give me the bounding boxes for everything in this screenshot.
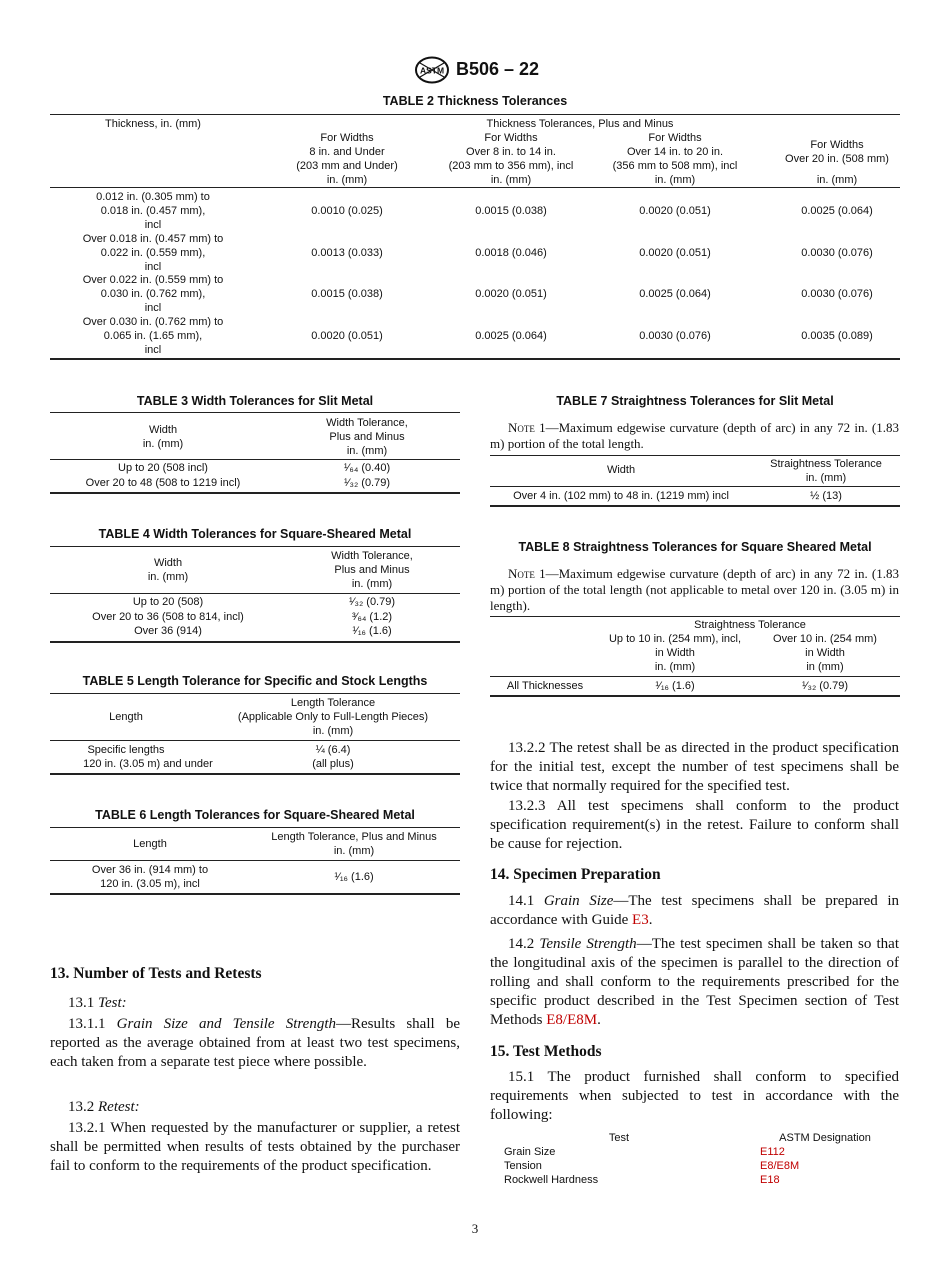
table-row: [50, 610, 460, 624]
paragraph-14-1: 14.1 Grain Size—The test specimens shall be prepared in accordance with Guide E3.: [490, 893, 899, 928]
table-row: [50, 863, 460, 891]
table2-col-header-3: For Widths Over 14 in. to 20 in. (356 mm to 508 mm), incl in. (mm): [612, 132, 738, 186]
table2-col-header-2: For Widths Over 8 in. to 14 in. (203 mm to 356 mm), incl in. (mm): [448, 132, 574, 186]
table6-cell: Over 36 in. (914 mm) to 120 in. (3.05 m), incl: [91, 864, 209, 890]
paragraph-13-2-1: 13.2.1 When requested by the manufacturer or supplier, a retest shall be permitted when results of tests obtained by the purchaser fail to conform to the requirements of the product specification.: [50, 1120, 460, 1174]
paragraph-13-1-1: 13.1.1 Grain Size and Tensile Strength—Results shall be reported as the average obtained from at least two test specimens, each taken from a separate test piece where possible.: [50, 1016, 460, 1070]
table-row: [490, 489, 900, 503]
table2-value: 0.0020 (0.051): [639, 205, 711, 217]
table5-cell: (all plus): [312, 758, 354, 770]
table2-value: 0.0025 (0.064): [801, 205, 873, 217]
table7-cell: Over 4 in. (102 mm) to 48 in. (1219 mm) incl: [513, 490, 729, 502]
table5-title: TABLE 5 Length Tolerance for Specific and Stock Lengths: [82, 674, 428, 688]
table-row: [50, 315, 900, 357]
table2-value: 0.0025 (0.064): [475, 330, 547, 342]
table-row: [50, 461, 460, 475]
svg-text:ASTM: ASTM: [419, 65, 445, 76]
table8-note: Note 1—Maximum edgewise curvature (depth of arc) in any 72 in. (1.83 m) portion of the total length (not applicable to metal over 120 in. (3.05 m) in length).: [490, 566, 899, 613]
table-row: [50, 273, 900, 315]
table2-title: TABLE 2 Thickness Tolerances: [382, 94, 568, 108]
test-name: Tension: [504, 1160, 542, 1172]
table2-row-label: 0.012 in. (0.305 mm) to 0.018 in. (0.457 mm), incl: [96, 191, 210, 231]
test-methods-header-designation: ASTM Designation: [779, 1132, 871, 1144]
page-header: [0, 56, 950, 84]
table5-header-tolerance: Length Tolerance (Applicable Only to Full-Length Pieces) in. (mm): [237, 697, 429, 737]
table8-cell: All Thicknesses: [506, 680, 584, 692]
table6-title: TABLE 6 Length Tolerances for Square-Sheared Metal: [95, 808, 415, 822]
table5-cell: ¼ (6.4): [315, 744, 351, 756]
page-number: 3: [471, 1221, 479, 1236]
table6-header-tolerance: Length Tolerance, Plus and Minus in. (mm): [271, 831, 437, 857]
table7-note: Note 1—Maximum edgewise curvature (depth of arc) in any 72 in. (1.83 m) portion of the total length.: [490, 420, 899, 451]
test-name: Rockwell Hardness: [504, 1174, 599, 1186]
paragraph-14-2: 14.2 Tensile Strength—The test specimen shall be taken so that the longitudinal axis of the specimen is parallel to the direction of rolling and shall conform to the requirements prescribed for the specific product described in the Test Specimen section of Test Methods E8/E8M.: [490, 936, 899, 1028]
table3-cell: ¹⁄₃₂ (0.79): [343, 477, 391, 489]
table3-header-tolerance: Width Tolerance, Plus and Minus in. (mm): [326, 417, 408, 457]
table8-header-span: Straightness Tolerance: [694, 619, 806, 631]
table2-value: 0.0015 (0.038): [475, 205, 547, 217]
table2-value: 0.0015 (0.038): [311, 288, 383, 300]
document-designation: B506 – 22: [456, 59, 540, 79]
table6-cell: ¹⁄₁₆ (1.6): [334, 871, 374, 883]
table6-header-length: Length: [133, 838, 167, 850]
table2-header-thickness: Thickness, in. (mm): [105, 118, 201, 130]
table7-title: TABLE 7 Straightness Tolerances for Slit Metal: [556, 394, 834, 408]
table2-value: 0.0025 (0.064): [639, 288, 711, 300]
table5-cell: Specific lengths: [87, 744, 165, 756]
table8-header-col1: Up to 10 in. (254 mm), incl, in Width in. (mm): [608, 633, 742, 673]
table-row: [490, 679, 900, 693]
test-methods-header-test: Test: [608, 1132, 630, 1144]
table2-row-label: Over 0.022 in. (0.559 mm) to 0.030 in. (0.762 mm), incl: [82, 274, 224, 314]
table3-header-width: Width in. (mm): [142, 424, 184, 450]
table8-title: TABLE 8 Straightness Tolerances for Square Sheared Metal: [518, 540, 872, 554]
paragraph-13-2: 13.2 Retest:: [68, 1099, 140, 1115]
table2-value: 0.0018 (0.046): [475, 247, 547, 259]
table2-header-span: Thickness Tolerances, Plus and Minus: [486, 118, 674, 130]
table3-cell: ¹⁄₆₄ (0.40): [343, 462, 391, 474]
table2-row-label: Over 0.030 in. (0.762 mm) to 0.065 in. (1.65 mm), incl: [82, 316, 224, 356]
table4-cell: ³⁄₆₄ (1.2): [351, 611, 393, 623]
paragraph-13-1: 13.1 Test:: [68, 995, 127, 1011]
table2-col-header-1: For Widths 8 in. and Under (203 mm and Under) in. (mm): [296, 132, 398, 186]
table4-cell: ¹⁄₁₆ (1.6): [352, 625, 392, 637]
table7-header-width: Width: [606, 464, 636, 476]
table2-value: 0.0010 (0.025): [311, 205, 383, 217]
table2-value: 0.0035 (0.089): [801, 330, 873, 342]
table-row: [50, 232, 900, 274]
table2-value: 0.0030 (0.076): [801, 247, 873, 259]
table2-value: 0.0020 (0.051): [475, 288, 547, 300]
table4-cell: ¹⁄₃₂ (0.79): [348, 596, 396, 608]
table3-title: TABLE 3 Width Tolerances for Slit Metal: [136, 394, 374, 408]
table8-cell: ¹⁄₁₆ (1.6): [655, 680, 695, 692]
table8-header-col2: Over 10 in. (254 mm) in Width in (mm): [773, 633, 877, 673]
paragraph-15-1: 15.1 The product furnished shall conform to specified requirements when subjected to test in accordance with the following:: [490, 1069, 899, 1123]
table4-header-tolerance: Width Tolerance, Plus and Minus in. (mm): [331, 550, 413, 590]
table2-value: 0.0020 (0.051): [639, 247, 711, 259]
table4-cell: Over 20 to 36 (508 to 814, incl): [92, 611, 244, 623]
table7-header-tolerance: Straightness Tolerance in. (mm): [770, 458, 882, 484]
table-row: [50, 476, 460, 490]
table5-header-length: Length: [109, 711, 143, 723]
reference-link[interactable]: E18: [760, 1174, 780, 1186]
table2-row-label: Over 0.018 in. (0.457 mm) to 0.022 in. (0.559 mm), incl: [82, 233, 224, 273]
section15-heading: 15. Test Methods: [490, 1043, 602, 1060]
list-item: [504, 1145, 900, 1159]
paragraph-13-2-2: 13.2.2 The retest shall be as directed in the product specification for the initial test, except the number of test specimens shall be twice that normally required for the specified test.: [490, 740, 899, 794]
table4-cell: Over 36 (914): [134, 625, 202, 637]
table-row: [50, 624, 460, 638]
reference-link[interactable]: E112: [760, 1146, 785, 1158]
table7-cell: ½ (13): [810, 490, 842, 502]
table3-cell: Up to 20 (508 incl): [118, 462, 208, 474]
table2-value: 0.0013 (0.033): [311, 247, 383, 259]
section14-heading: 14. Specimen Preparation: [490, 866, 661, 883]
astm-logo-icon: [414, 56, 450, 84]
reference-link-e3[interactable]: E3: [632, 912, 649, 928]
table4-cell: Up to 20 (508): [132, 596, 204, 608]
table2-col-header-4-units: in. (mm): [816, 174, 858, 186]
table-row: [50, 190, 900, 232]
table4-title: TABLE 4 Width Tolerances for Square-Sheared Metal: [98, 527, 412, 541]
list-item: [504, 1173, 900, 1187]
table4-header-width: Width in. (mm): [147, 557, 189, 583]
table5-cell: 120 in. (3.05 m) and under: [83, 758, 213, 770]
table2-value: 0.0030 (0.076): [801, 288, 873, 300]
table-row: [50, 595, 460, 609]
table2-col-header-4: For Widths Over 20 in. (508 mm): [785, 139, 889, 165]
table3-cell: Over 20 to 48 (508 to 1219 incl): [85, 477, 241, 489]
table2-value: 0.0020 (0.051): [311, 330, 383, 342]
table-row: [50, 743, 460, 757]
reference-link-e8[interactable]: E8/E8M: [546, 1012, 598, 1028]
section13-heading: 13. Number of Tests and Retests: [50, 965, 262, 982]
list-item: [504, 1159, 900, 1173]
reference-link[interactable]: E8/E8M: [760, 1160, 800, 1172]
table2-value: 0.0030 (0.076): [639, 330, 711, 342]
paragraph-13-2-3: 13.2.3 All test specimens shall conform to the product specification requirement(s) in the retest. Failure to conform shall be cause for rejection.: [490, 798, 899, 852]
table8-cell: ¹⁄₃₂ (0.79): [801, 680, 849, 692]
table-row: [50, 757, 460, 771]
test-name: Grain Size: [504, 1146, 556, 1158]
